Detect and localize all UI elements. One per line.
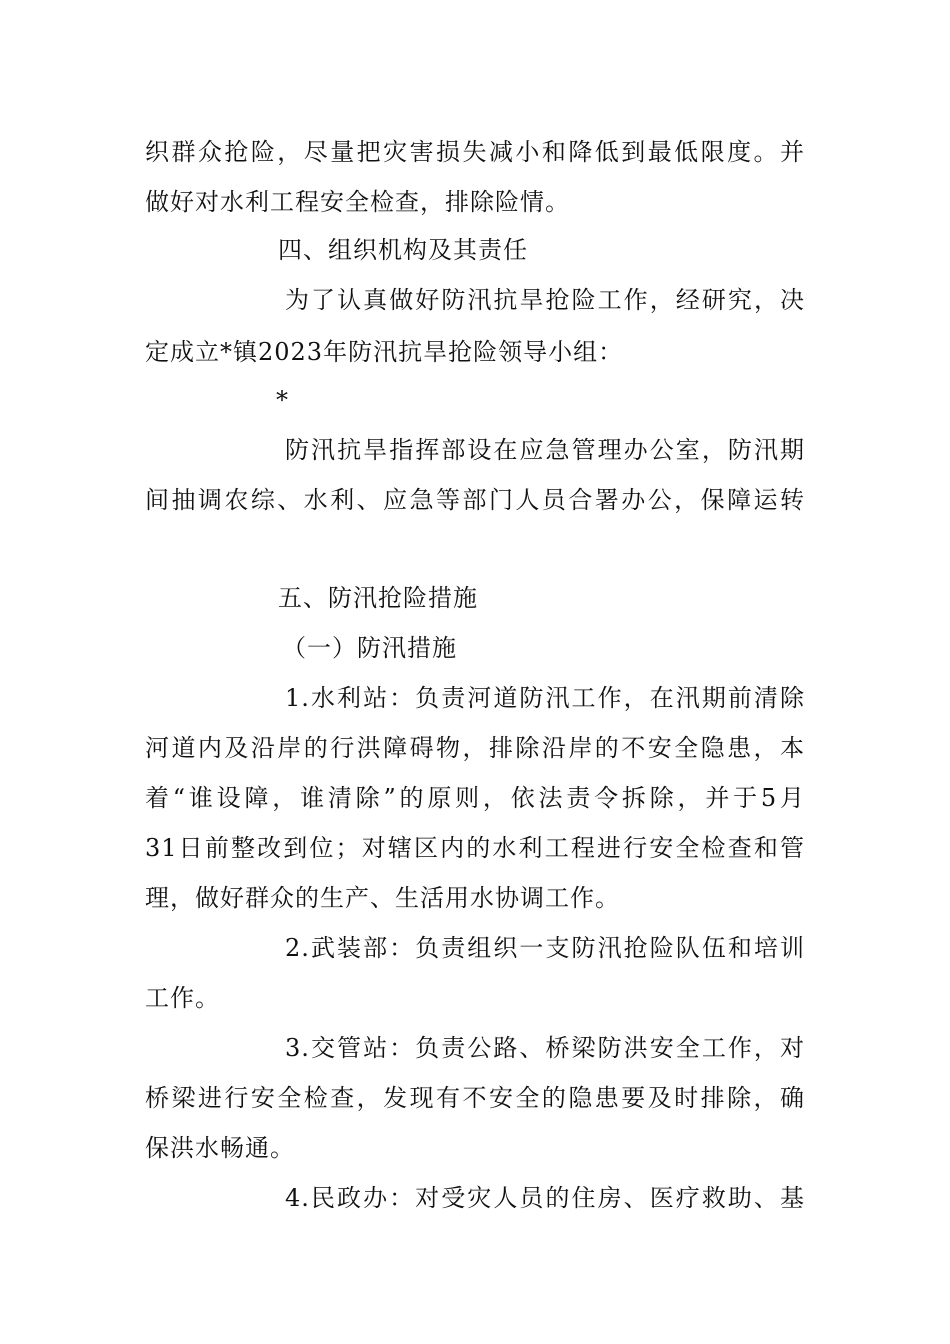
paragraph-line: 防汛抗旱指挥部设在应急管理办公室，防汛期 bbox=[285, 436, 805, 464]
list-item-line: 桥梁进行安全检查，发现有不安全的隐患要及时排除，确 bbox=[145, 1084, 805, 1112]
list-item-line: 1.水利站：负责河道防汛工作，在汛期前清除 bbox=[285, 684, 805, 712]
paragraph-line: 为了认真做好防汛抗旱抢险工作，经研究，决 bbox=[285, 286, 805, 314]
list-item-line: 工作。 bbox=[145, 984, 220, 1012]
paragraph-line: 做好对水利工程安全检查，排除险情。 bbox=[145, 188, 570, 216]
list-item-line: 河道内及沿岸的行洪障碍物，排除沿岸的不安全隐患，本 bbox=[145, 734, 805, 762]
list-item-line: 31日前整改到位；对辖区内的水利工程进行安全检查和管 bbox=[145, 834, 805, 862]
paragraph-line: 间抽调农综、水利、应急等部门人员合署办公，保障运转 bbox=[145, 486, 805, 514]
list-item-line: 保洪水畅通。 bbox=[145, 1134, 295, 1162]
list-item-line: 理，做好群众的生产、生活用水协调工作。 bbox=[145, 884, 620, 912]
section-heading-4: 四、组织机构及其责任 bbox=[278, 236, 528, 264]
paragraph-line: 定成立*镇2023年防汛抗旱抢险领导小组： bbox=[145, 338, 624, 366]
section-heading-5: 五、防汛抢险措施 bbox=[278, 584, 478, 612]
list-item-line: 着“谁设障，谁清除”的原则，依法责令拆除，并于5月 bbox=[145, 784, 805, 812]
subsection-heading: （一）防汛措施 bbox=[282, 634, 457, 662]
list-item-line: 4.民政办：对受灾人员的住房、医疗救助、基 bbox=[285, 1184, 805, 1212]
paragraph-line: 织群众抢险，尽量把灾害损失减小和降低到最低限度。并 bbox=[145, 138, 805, 166]
list-item-line: 3.交管站：负责公路、桥梁防洪安全工作，对 bbox=[285, 1034, 805, 1062]
list-item-line: 2.武装部：负责组织一支防汛抢险队伍和培训 bbox=[285, 934, 805, 962]
placeholder-asterisk: * bbox=[276, 386, 289, 414]
